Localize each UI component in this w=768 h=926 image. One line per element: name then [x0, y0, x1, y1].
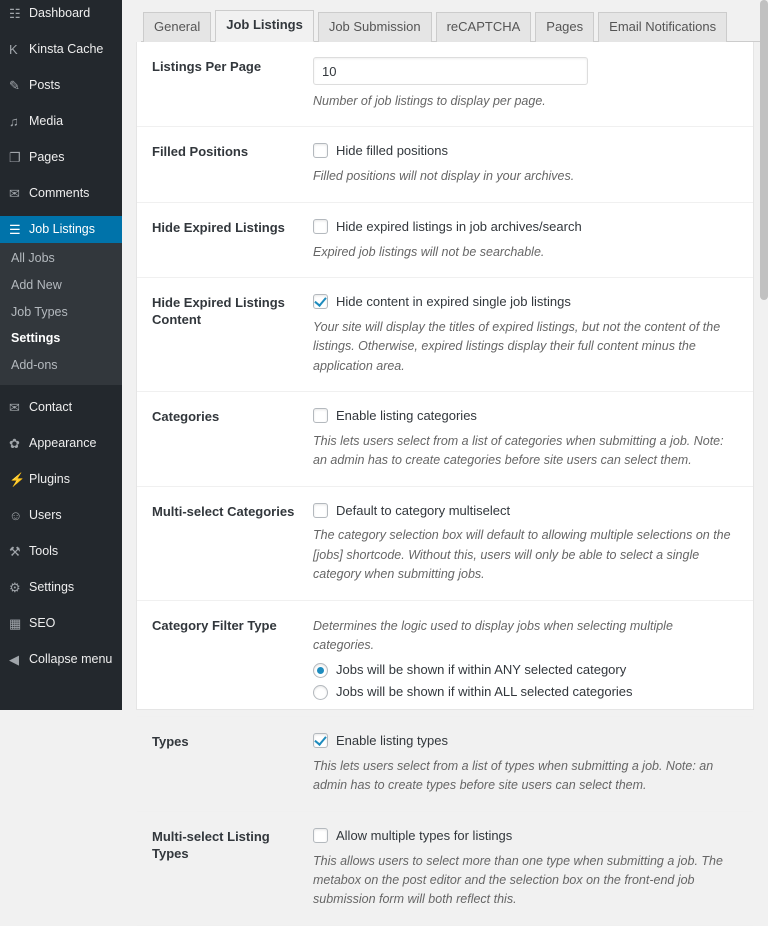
sidebar-item-contact[interactable]	[0, 394, 122, 421]
settings-panel	[136, 42, 754, 907]
checkbox-row	[313, 407, 733, 425]
radio-any-category[interactable]	[313, 663, 328, 678]
sidebar-spacer	[0, 493, 122, 502]
sidebar-item-collapse-menu[interactable]	[0, 646, 122, 673]
sidebar-item-label: Media	[29, 114, 64, 129]
sidebar-item-settings[interactable]	[0, 574, 122, 601]
radio-all-categories[interactable]	[313, 685, 328, 700]
sidebar-spacer	[0, 385, 122, 394]
sidebar-spacer	[0, 637, 122, 646]
setting-field	[313, 42, 753, 127]
setting-row-listings-per-page	[137, 42, 753, 127]
sidebar-item-appearance[interactable]	[0, 430, 122, 457]
sidebar-item-kinsta-cache[interactable]	[0, 36, 122, 63]
settings-tab-bar	[141, 9, 768, 42]
radio-row	[313, 683, 733, 701]
setting-label: Hide Expired Listings	[152, 219, 285, 235]
setting-description: This lets users select from a list of categories when submitting a job. Note: an admin has to create categories before site users can select them.	[313, 433, 724, 468]
setting-field	[313, 486, 753, 600]
sidebar-item-label: Kinsta Cache	[29, 42, 104, 57]
setting-field	[313, 391, 753, 486]
tab-job-listings[interactable]: Job Listings	[215, 10, 314, 42]
checkbox-label: Hide filled positions	[336, 143, 449, 159]
sidebar-spacer	[0, 529, 122, 538]
tabs-row	[122, 0, 768, 42]
pages-icon: ❐	[9, 150, 21, 165]
sidebar-item-posts[interactable]	[0, 72, 122, 99]
media-icon: ♫	[9, 114, 19, 129]
submenu-item-job-types[interactable]: Job Types	[11, 304, 68, 319]
sidebar-spacer	[0, 457, 122, 466]
checkbox-label: Default to category multiselect	[336, 502, 511, 518]
setting-description: Filled positions will not display in your archives.	[313, 169, 575, 184]
setting-label: Multi-select Categories	[152, 503, 295, 519]
setting-label: Hide Expired Listings Content	[152, 294, 285, 327]
radio-label: Jobs will be shown if within ANY selected category	[336, 662, 627, 678]
setting-label: Categories	[152, 408, 220, 424]
tab-general[interactable]: General	[143, 12, 211, 42]
sidebar-item-label: SEO	[29, 616, 56, 630]
sidebar-spacer	[0, 207, 122, 216]
sidebar-item-label: Contact	[29, 400, 73, 414]
sidebar-item-label: Tools	[29, 544, 59, 558]
comments-icon: ✉	[9, 186, 20, 201]
radio-row	[313, 661, 733, 679]
allow-multiple-types-checkbox[interactable]	[313, 828, 328, 843]
enable-listing-types-checkbox[interactable]	[313, 733, 328, 748]
sidebar-item-media[interactable]	[0, 108, 122, 135]
setting-row-multi-select-listing-types	[137, 811, 753, 925]
setting-description: The category selection box will default to allowing multiple selections on the [jobs] shortcode. Without this, users will only be able to select a single category when submitting jobs.	[313, 528, 731, 582]
tools-icon: ⚒	[9, 543, 21, 559]
page-scrollbar[interactable]	[760, 0, 768, 710]
hide-expired-content-checkbox[interactable]	[313, 294, 328, 309]
sidebar-item-pages[interactable]	[0, 144, 122, 171]
enable-listing-categories-checkbox[interactable]	[313, 408, 328, 423]
sidebar-item-plugins[interactable]	[0, 466, 122, 493]
checkbox-label: Hide content in expired single job listings	[336, 293, 571, 309]
sidebar-item-label: Comments	[29, 186, 90, 201]
hide-expired-listings-checkbox[interactable]	[313, 219, 328, 234]
checkbox-label: Enable listing categories	[336, 407, 477, 423]
tab-recaptcha[interactable]: reCAPTCHA	[436, 12, 532, 42]
setting-description: Determines the logic used to display jobs when selecting multiple categories.	[313, 618, 673, 652]
sidebar-item-users[interactable]	[0, 502, 122, 529]
checkbox-row	[313, 732, 733, 750]
default-category-multiselect-checkbox[interactable]	[313, 503, 328, 518]
settings-main	[122, 0, 768, 907]
dashboard-icon: ☷	[9, 6, 21, 21]
checkbox-label: Enable listing types	[336, 733, 449, 749]
sidebar-item-label: Settings	[29, 580, 75, 594]
seo-icon: ▦	[9, 615, 22, 631]
setting-row-categories	[137, 391, 753, 486]
hide-filled-positions-checkbox[interactable]	[313, 143, 328, 158]
sidebar-item-tools[interactable]	[0, 538, 122, 565]
sidebar-item-job-listings[interactable]	[0, 216, 122, 243]
checkbox-row	[313, 502, 733, 520]
plugins-icon: ⚡	[9, 471, 26, 487]
setting-label: Multi-select Listing Types	[152, 828, 270, 861]
setting-description: Number of job listings to display per page.	[313, 94, 546, 108]
setting-label: Listings Per Page	[152, 59, 262, 74]
sidebar-item-label: Plugins	[29, 472, 70, 486]
sidebar-item-label: Job Listings	[29, 222, 96, 237]
sidebar-item-label: Dashboard	[29, 6, 91, 21]
pin-icon: ✎	[9, 78, 20, 93]
sidebar-item-label: Collapse menu	[29, 652, 113, 666]
submenu-item-settings[interactable]: Settings	[11, 331, 61, 346]
collapse-icon: ◀	[9, 651, 19, 667]
setting-field	[313, 811, 753, 925]
setting-field	[313, 127, 753, 202]
submenu-item-add-ons[interactable]: Add-ons	[11, 358, 58, 372]
kinsta-icon: K	[9, 42, 18, 57]
contact-icon: ✉	[9, 399, 20, 415]
sidebar-item-seo[interactable]	[0, 610, 122, 637]
setting-description: This lets users select from a list of types when submitting a job. Note: an admin has to create types before site users can select them.	[313, 759, 714, 793]
checkbox-row	[313, 142, 733, 160]
checkbox-row	[313, 293, 733, 311]
setting-row-category-filter-type	[137, 600, 753, 717]
sidebar-spacer	[0, 99, 122, 108]
listings-per-page-input[interactable]	[313, 57, 588, 85]
tab-pages[interactable]: Pages	[535, 12, 594, 42]
sidebar-divider	[0, 63, 122, 72]
sidebar-divider	[0, 27, 122, 36]
setting-row-filled-positions	[137, 127, 753, 202]
radio-label: Jobs will be shown if within ALL selected categories	[336, 684, 633, 700]
sidebar-item-label: Users	[29, 508, 62, 522]
sidebar-item-label: Appearance	[29, 436, 97, 450]
checkbox-label: Hide expired listings in job archives/search	[336, 218, 582, 234]
setting-description: This allows users to select more than one type when submitting a job. The metabox on the post editor and the selection box on the front-end job submission form will both reflect this.	[313, 853, 723, 907]
submenu-item-add-new[interactable]: Add New	[11, 277, 62, 292]
sidebar-item-label: Pages	[29, 150, 65, 165]
setting-label: Filled Positions	[152, 144, 249, 160]
checkbox-label: Allow multiple types for listings	[336, 827, 513, 843]
sidebar-spacer	[0, 135, 122, 144]
submenu-item-all-jobs[interactable]: All Jobs	[11, 251, 55, 265]
users-icon: ☺	[9, 507, 23, 523]
setting-row-hide-expired-listings-content	[137, 277, 753, 391]
setting-description: Expired job listings will not be searchable.	[313, 244, 545, 259]
checkbox-row	[313, 218, 733, 236]
tab-email-notifications[interactable]: Email Notifications	[598, 12, 727, 42]
sidebar-item-label: Posts	[29, 78, 61, 93]
job-listings-icon: ☰	[9, 222, 21, 237]
sidebar-spacer	[0, 421, 122, 430]
sidebar-item-comments[interactable]	[0, 180, 122, 207]
sidebar-spacer	[0, 171, 122, 180]
setting-label: Types	[152, 734, 189, 750]
sidebar-spacer	[0, 601, 122, 610]
settings-icon: ⚙	[9, 579, 21, 595]
appearance-icon: ✿	[9, 435, 20, 451]
setting-label: Category Filter Type	[152, 617, 277, 633]
scrollbar-thumb[interactable]	[760, 0, 768, 300]
setting-field	[313, 202, 753, 277]
setting-row-types	[137, 717, 753, 812]
settings-form-table	[137, 42, 753, 926]
admin-sidebar	[0, 0, 122, 710]
checkbox-row	[313, 827, 733, 845]
setting-field	[313, 277, 753, 391]
sidebar-item-dashboard[interactable]	[0, 0, 122, 27]
tab-job-submission[interactable]: Job Submission	[318, 12, 432, 42]
setting-row-multi-select-categories	[137, 486, 753, 600]
setting-row-hide-expired-listings	[137, 202, 753, 277]
sidebar-spacer	[0, 565, 122, 574]
setting-field	[313, 717, 753, 812]
setting-field	[313, 600, 753, 717]
setting-description: Your site will display the titles of expired listings, but not the content of the listings. Otherwise, expired listings display their full content minus the application area.	[313, 319, 721, 373]
sidebar-submenu-job-listings	[0, 243, 122, 385]
